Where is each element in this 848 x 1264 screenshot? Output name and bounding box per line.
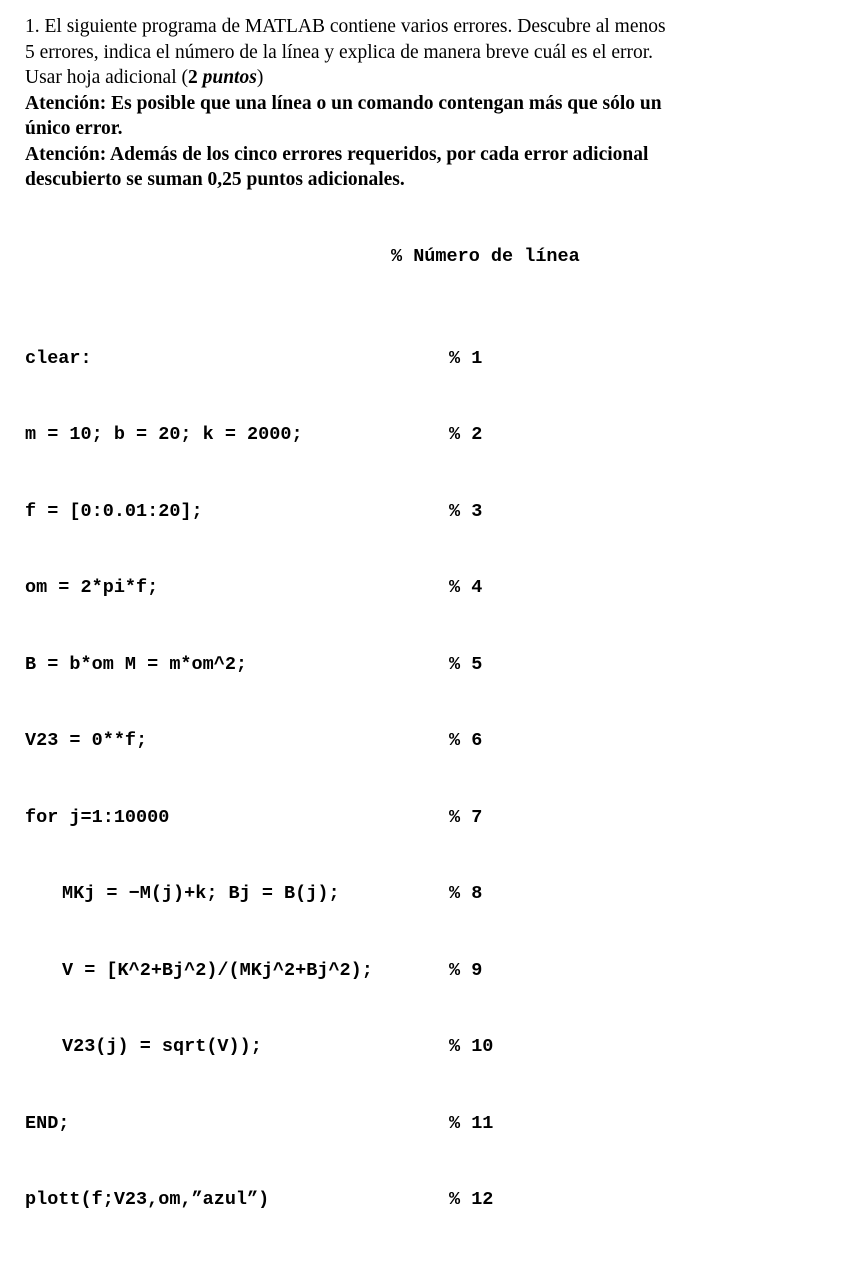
- code-statement: END;: [25, 1112, 70, 1134]
- code-line: [25, 805, 825, 831]
- code-statement: om = 2*pi*f;: [25, 577, 159, 598]
- question-line-1: 1. El siguiente programa de MATLAB contiene varios errores. Descubre al menos: [25, 16, 666, 37]
- line-number-comment: % 10: [449, 1036, 494, 1057]
- code-line: [25, 1187, 825, 1213]
- matlab-code-block: [25, 193, 825, 1264]
- warning-1-line-2: único error.: [25, 118, 123, 139]
- line-number-comment: % 12: [449, 1189, 494, 1210]
- code-line: [25, 499, 825, 525]
- warning-1-line-1: Atención: Es posible que una línea o un comando contengan más que sólo un: [25, 92, 662, 114]
- line-number-comment: % 2: [449, 424, 483, 445]
- line-number-comment: % 11: [449, 1112, 494, 1134]
- code-line: [25, 1111, 825, 1137]
- question-line-2: 5 errores, indica el número de la línea y explica de manera breve cuál es el error.: [25, 41, 654, 63]
- code-statement: plott(f;V23,om,”azul”): [25, 1189, 270, 1210]
- line-number-comment: % 3: [449, 500, 483, 522]
- line-number-header-row: [25, 244, 825, 270]
- code-statement: clear:: [25, 347, 92, 369]
- line-number-comment: % 8: [449, 883, 483, 904]
- code-line: [25, 958, 825, 984]
- code-statement: V = [K^2+Bj^2)/(MKj^2+Bj^2);: [62, 959, 373, 981]
- code-line: [25, 881, 825, 907]
- points-word: puntos: [202, 67, 257, 88]
- points-close-paren: ): [256, 67, 264, 88]
- line-number-comment: % 7: [449, 806, 483, 828]
- code-statement: MKj = −M(j)+k; Bj = B(j);: [62, 883, 340, 904]
- warning-2-line-2: descubierto se suman 0,25 puntos adicionales.: [25, 169, 405, 190]
- line-number-comment: % 5: [449, 653, 483, 675]
- line-number-comment: % 4: [449, 577, 483, 598]
- exam-question: [25, 14, 825, 1264]
- points-number: 2: [187, 67, 198, 88]
- code-statement: f = [0:0.01:20];: [25, 500, 203, 522]
- warning-2-line-1: Atención: Además de los cinco errores requeridos, por cada error adicional: [25, 143, 649, 165]
- code-statement: for j=1:10000: [25, 806, 170, 828]
- code-line: [25, 422, 825, 448]
- line-number-comment: % 9: [449, 959, 483, 981]
- code-statement: V23(j) = sqrt(V));: [62, 1036, 262, 1057]
- code-line: [25, 1034, 825, 1060]
- code-statement: m = 10; b = 20; k = 2000;: [25, 424, 303, 445]
- code-line: [25, 346, 825, 372]
- code-statement: B = b*om M = m*om^2;: [25, 653, 248, 675]
- line-number-comment: % 1: [449, 347, 483, 369]
- extra-sheet-text: Usar hoja adicional (: [25, 67, 188, 88]
- question-line-3: [25, 65, 825, 91]
- line-number-comment: % 6: [449, 730, 483, 751]
- code-line: [25, 575, 825, 601]
- code-line: [25, 728, 825, 754]
- line-number-header: % Número de línea: [391, 245, 580, 267]
- code-statement: V23 = 0**f;: [25, 730, 148, 751]
- code-line: [25, 652, 825, 678]
